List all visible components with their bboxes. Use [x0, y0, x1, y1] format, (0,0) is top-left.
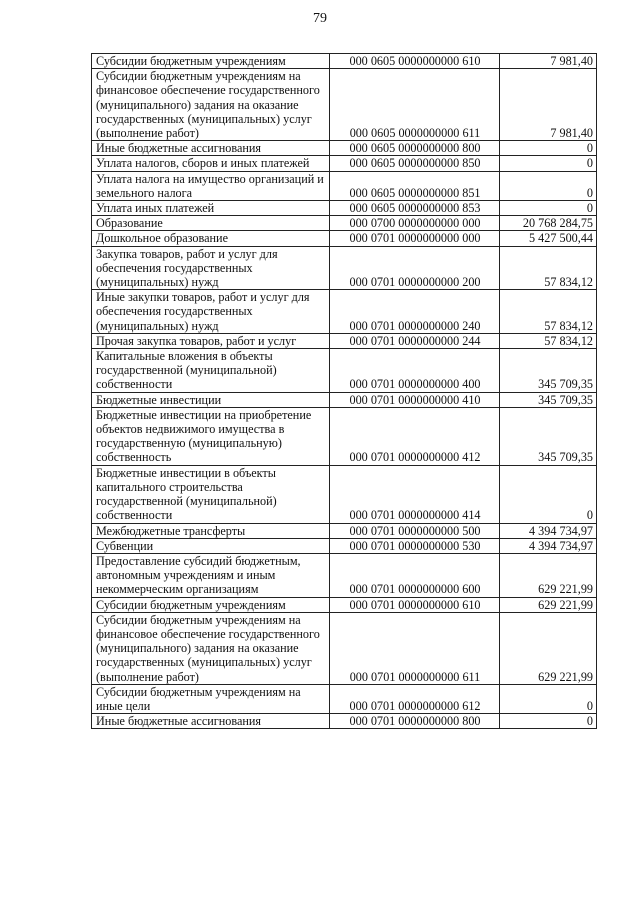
row-amount: 20 768 284,75	[500, 216, 597, 231]
row-amount: 629 221,99	[500, 612, 597, 684]
table-row	[92, 392, 597, 407]
row-code: 000 0701 0000000000 400	[330, 349, 500, 393]
row-code: 000 0701 0000000000 612	[330, 684, 500, 713]
row-name: Иные бюджетные ассигнования	[92, 141, 330, 156]
row-name: Субсидии бюджетным учреждениям	[92, 54, 330, 69]
row-name: Субсидии бюджетным учреждениям на иные цели	[92, 684, 330, 713]
row-name: Уплата налогов, сборов и иных платежей	[92, 156, 330, 171]
row-name: Субсидии бюджетным учреждениям на финансовое обеспечение государственного (муниципального) задания на оказание государственных (муниципальных) услуг (выполнение работ)	[92, 69, 330, 141]
row-amount: 4 394 734,97	[500, 538, 597, 553]
row-code: 000 0701 0000000000 800	[330, 714, 500, 729]
row-code: 000 0700 0000000000 000	[330, 216, 500, 231]
row-name: Бюджетные инвестиции на приобретение объектов недвижимого имущества в государственную (муниципальную) собственность	[92, 407, 330, 465]
row-amount: 0	[500, 714, 597, 729]
row-name: Субсидии бюджетным учреждениям на финансовое обеспечение государственного (муниципального) задания на оказание государственных (муниципальных) услуг (выполнение работ)	[92, 612, 330, 684]
row-code: 000 0701 0000000000 240	[330, 290, 500, 334]
row-code: 000 0701 0000000000 414	[330, 465, 500, 523]
table-row	[92, 407, 597, 465]
row-name: Прочая закупка товаров, работ и услуг	[92, 333, 330, 348]
row-code: 000 0701 0000000000 412	[330, 407, 500, 465]
row-amount: 345 709,35	[500, 392, 597, 407]
row-code: 000 0701 0000000000 410	[330, 392, 500, 407]
row-name: Предоставление субсидий бюджетным, автономным учреждениям и иным некоммерческим организациям	[92, 553, 330, 597]
row-name: Субвенции	[92, 538, 330, 553]
row-amount: 0	[500, 171, 597, 200]
row-amount: 7 981,40	[500, 54, 597, 69]
table-row	[92, 54, 597, 69]
table-row	[92, 156, 597, 171]
row-amount: 7 981,40	[500, 69, 597, 141]
row-code: 000 0605 0000000000 853	[330, 201, 500, 216]
row-name: Капитальные вложения в объекты государственной (муниципальной) собственности	[92, 349, 330, 393]
row-code: 000 0701 0000000000 500	[330, 523, 500, 538]
table-row	[92, 201, 597, 216]
table-row	[92, 216, 597, 231]
table-row	[92, 290, 597, 334]
row-name: Иные закупки товаров, работ и услуг для обеспечения государственных (муниципальных) нужд	[92, 290, 330, 334]
row-amount: 0	[500, 201, 597, 216]
row-amount: 4 394 734,97	[500, 523, 597, 538]
row-amount: 0	[500, 156, 597, 171]
row-amount: 0	[500, 465, 597, 523]
row-code: 000 0701 0000000000 530	[330, 538, 500, 553]
row-amount: 57 834,12	[500, 333, 597, 348]
row-code: 000 0701 0000000000 244	[330, 333, 500, 348]
row-name: Субсидии бюджетным учреждениям	[92, 597, 330, 612]
row-amount: 629 221,99	[500, 597, 597, 612]
row-name: Уплата иных платежей	[92, 201, 330, 216]
table-row	[92, 538, 597, 553]
table-row	[92, 597, 597, 612]
table-row	[92, 553, 597, 597]
table-row	[92, 465, 597, 523]
row-code: 000 0701 0000000000 610	[330, 597, 500, 612]
row-code: 000 0701 0000000000 200	[330, 246, 500, 290]
table-row	[92, 612, 597, 684]
row-code: 000 0701 0000000000 611	[330, 612, 500, 684]
row-amount: 0	[500, 141, 597, 156]
row-name: Образование	[92, 216, 330, 231]
row-name: Иные бюджетные ассигнования	[92, 714, 330, 729]
row-name: Уплата налога на имущество организаций и земельного налога	[92, 171, 330, 200]
row-code: 000 0605 0000000000 851	[330, 171, 500, 200]
row-code: 000 0605 0000000000 800	[330, 141, 500, 156]
page-number: 79	[313, 11, 327, 26]
row-amount: 57 834,12	[500, 290, 597, 334]
row-code: 000 0701 0000000000 000	[330, 231, 500, 246]
row-code: 000 0605 0000000000 850	[330, 156, 500, 171]
row-amount: 0	[500, 684, 597, 713]
table-row	[92, 231, 597, 246]
table-row	[92, 523, 597, 538]
row-code: 000 0605 0000000000 610	[330, 54, 500, 69]
table-row	[92, 333, 597, 348]
table-row	[92, 684, 597, 713]
row-name: Межбюджетные трансферты	[92, 523, 330, 538]
table-row	[92, 171, 597, 200]
budget-table	[91, 53, 597, 729]
row-amount: 629 221,99	[500, 553, 597, 597]
table-row	[92, 349, 597, 393]
table-row	[92, 246, 597, 290]
row-code: 000 0605 0000000000 611	[330, 69, 500, 141]
row-name: Бюджетные инвестиции	[92, 392, 330, 407]
row-name: Бюджетные инвестиции в объекты капитального строительства государственной (муниципальной) собственности	[92, 465, 330, 523]
row-name: Закупка товаров, работ и услуг для обеспечения государственных (муниципальных) нужд	[92, 246, 330, 290]
row-name: Дошкольное образование	[92, 231, 330, 246]
table-row	[92, 69, 597, 141]
row-amount: 345 709,35	[500, 349, 597, 393]
row-amount: 5 427 500,44	[500, 231, 597, 246]
row-amount: 57 834,12	[500, 246, 597, 290]
table-row	[92, 141, 597, 156]
row-amount: 345 709,35	[500, 407, 597, 465]
row-code: 000 0701 0000000000 600	[330, 553, 500, 597]
table-row	[92, 714, 597, 729]
